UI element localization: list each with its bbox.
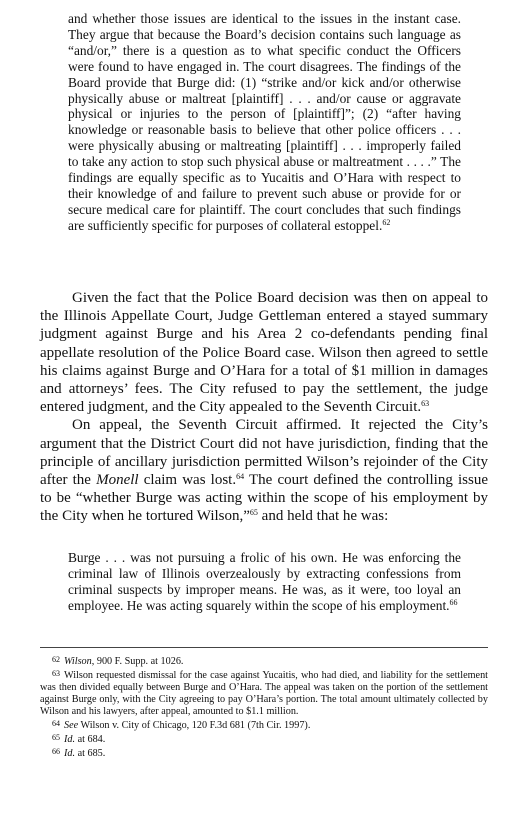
block-quote-text: Burge . . . was not pursuing a frolic of his own. He was enforcing the criminal law of Illinois overzealously by extracting confessions from criminal suspects by improper means. He was, as it were, too loyal an employee. He was acting squarely within the scope of his employment. [68, 550, 461, 613]
footnote-number: 66 [52, 747, 60, 756]
footnote-ref-62[interactable]: 62 [382, 217, 391, 227]
footnote-text: at 684. [75, 734, 106, 745]
footnote-italic: Wilson [64, 656, 92, 667]
footnote-text: Wilson v. City of Chicago, 120 F.3d 681 (7th Cir. 1997). [78, 720, 311, 731]
body-text [40, 289, 488, 526]
paragraph-appeal [40, 416, 488, 525]
footnote-ref-65[interactable]: 65 [249, 508, 258, 518]
footnote-italic: Id. [64, 734, 76, 745]
paragraph-settlement [40, 289, 488, 416]
footnote-number: 63 [52, 669, 60, 678]
paragraph-text-d: and held that he was: [257, 508, 389, 525]
block-quote-text: and whether those issues are identical to the issues in the instant case. They argue that because the Board’s decision contains such language as “and/or,” there is a question as to what specific conduct the Officers were found to have engaged in. The court disagrees. The findings of the Board provide that Burge did: (1) “strike and/or kick and/or otherwise physically abuse or maltreat [plaintiff] . . . and/or cause or aggravate physical or injuries to the person of [plaintiff]”; (2) “after having knowledge or reasonable basis to believe that other police officers . . . were physically abusing or maltreating [plaintiff] . . . improperly failed to take any action to stop such physical abuse or maltreatment . . . .” The findings are equally specific as to Yucaitis and O’Hara with respect to their knowledge of and failure to prevent such abuse or provide for or secure medical care for plaintiff. The court concludes that such findings are sufficiently specific for purposes of collateral estoppel. [68, 11, 461, 233]
footnote-text: at 685. [75, 748, 106, 759]
footnotes-section [40, 654, 488, 760]
case-name-monell: Monell [96, 472, 139, 489]
footnote-text: Wilson requested dismissal for the case against Yucaitis, who had died, and liability for the settlement was then divided equally between Burge and O’Hara. The appeal was taken on the portion of the settlement against Burge only, with the City agreeing to pay O’Hara’s portion. The total amount ultimately collected by Wilson and his lawyers, after appeal, amounted to $1.1 million. [40, 670, 488, 717]
block-quote-scope-of-employment [68, 550, 461, 614]
paragraph-text-b: claim was lost. [138, 472, 237, 489]
footnote-italic: See [64, 720, 79, 731]
footnote [40, 746, 488, 760]
footnote [40, 732, 488, 746]
paragraph-text-c: The court defined the controlling issue to be “whether Burge was acting within the scope of his employment by the City when he tortured Wilson,” [40, 472, 488, 525]
footnote-divider [40, 647, 488, 648]
footnote-text: , 900 F. Supp. at 1026. [91, 656, 184, 667]
paragraph-text-a: On appeal, the Seventh Circuit affirmed. It rejected the City’s argument that the District Court did not have jurisdiction, finding that the principle of ancillary jurisdiction permitted Wilson’s rejoinder of the City after the [40, 417, 488, 489]
footnote [40, 718, 488, 732]
footnote-italic: Id. [64, 748, 76, 759]
block-quote-collateral-estoppel [68, 11, 461, 234]
footnote-ref-66[interactable]: 66 [449, 597, 458, 607]
footnote-ref-64[interactable]: 64 [236, 472, 245, 482]
footnote [40, 654, 488, 668]
paragraph-text: Given the fact that the Police Board decision was then on appeal to the Illinois Appellate Court, Judge Gettleman entered a stayed summary judgment against Burge and his Area 2 co-defendants pending final appellate resolution of the Police Board case. Wilson then agreed to settle his claims against Burge and O’Hara for a total of $1 million in damages and attorneys’ fees. The City refused to pay the settlement, the judge entered judgment, and the City appealed to the Seventh Circuit. [40, 290, 488, 416]
footnote-number: 62 [52, 655, 60, 664]
footnote-number: 64 [52, 719, 60, 728]
footnote [40, 668, 488, 718]
footnote-ref-63[interactable]: 63 [421, 399, 430, 409]
footnote-number: 65 [52, 733, 60, 742]
